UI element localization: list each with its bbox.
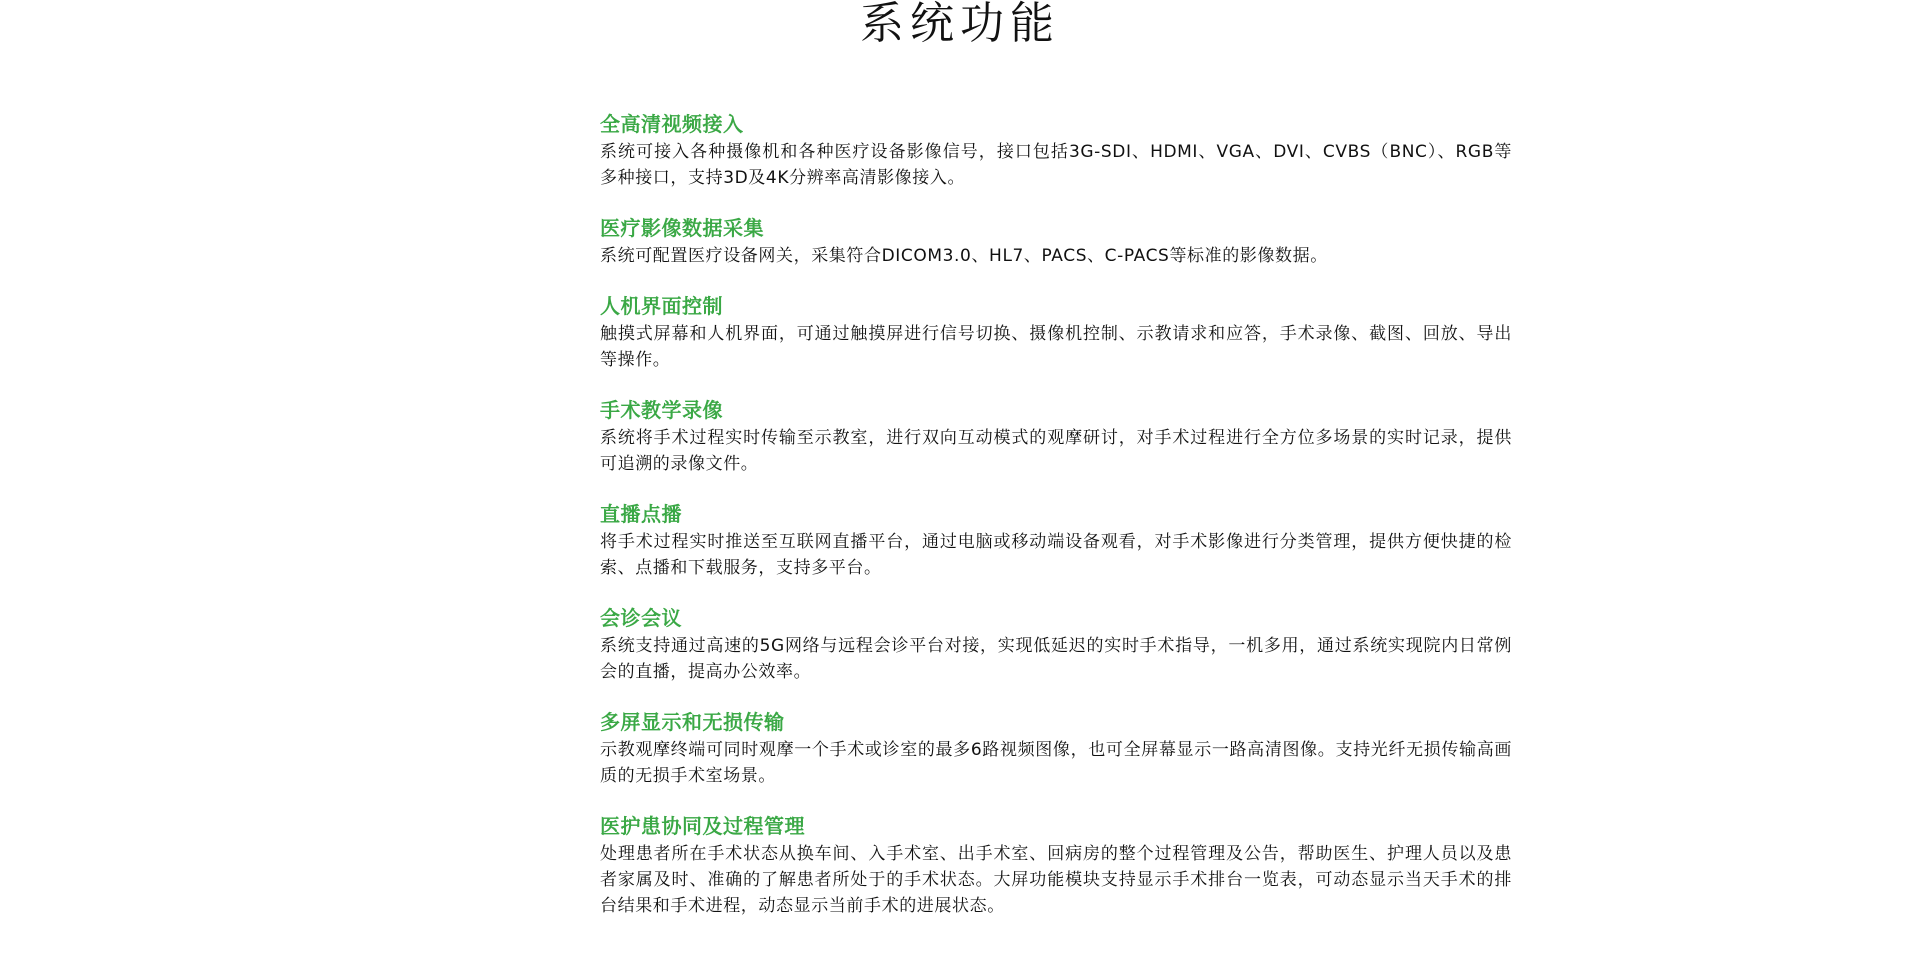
feature-description: 系统支持通过高速的5G网络与远程会诊平台对接，实现低延迟的实时手术指导，一机多用，通过系统实现院内日常例会的直播，提高办公效率。 bbox=[600, 636, 1512, 682]
feature-title: 人机界面控制 bbox=[600, 294, 723, 318]
feature-description: 示教观摩终端可同时观摩一个手术或诊室的最多6路视频图像，也可全屏幕显示一路高清图像。支持光纤无损传输高画质的无损手术室场景。 bbox=[600, 740, 1512, 786]
feature-item-care-coordination bbox=[600, 812, 1512, 919]
feature-item-hd-video-input bbox=[600, 110, 1512, 191]
feature-item-multi-screen-lossless bbox=[600, 708, 1512, 789]
feature-title: 多屏显示和无损传输 bbox=[600, 710, 785, 734]
feature-list bbox=[600, 110, 1512, 942]
feature-item-surgery-teaching-recording bbox=[600, 396, 1512, 477]
feature-title: 全高清视频接入 bbox=[600, 112, 744, 136]
page-title: 系统功能 bbox=[860, 0, 1060, 49]
feature-description: 系统可接入各种摄像机和各种医疗设备影像信号，接口包括3G-SDI、HDMI、VGA、DVI、CVBS（BNC）、RGB等多种接口，支持3D及4K分辨率高清影像接入。 bbox=[600, 142, 1512, 188]
feature-description: 触摸式屏幕和人机界面，可通过触摸屏进行信号切换、摄像机控制、示教请求和应答，手术录像、截图、回放、导出等操作。 bbox=[600, 324, 1512, 370]
feature-description: 将手术过程实时推送至互联网直播平台，通过电脑或移动端设备观看，对手术影像进行分类管理，提供方便快捷的检索、点播和下载服务，支持多平台。 bbox=[600, 532, 1512, 578]
feature-title: 手术教学录像 bbox=[600, 398, 723, 422]
feature-description: 系统将手术过程实时传输至示教室，进行双向互动模式的观摩研讨，对手术过程进行全方位多场景的实时记录，提供可追溯的录像文件。 bbox=[600, 428, 1512, 474]
feature-item-consultation-meeting bbox=[600, 604, 1512, 685]
feature-title: 医护患协同及过程管理 bbox=[600, 814, 805, 838]
feature-item-medical-image-capture bbox=[600, 214, 1512, 269]
feature-title: 医疗影像数据采集 bbox=[600, 216, 764, 240]
feature-item-live-vod bbox=[600, 500, 1512, 581]
feature-description: 系统可配置医疗设备网关，采集符合DICOM3.0、HL7、PACS、C-PACS等标准的影像数据。 bbox=[600, 246, 1328, 266]
feature-title: 会诊会议 bbox=[600, 606, 682, 630]
feature-title: 直播点播 bbox=[600, 502, 682, 526]
feature-description: 处理患者所在手术状态从换车间、入手术室、出手术室、回病房的整个过程管理及公告，帮助医生、护理人员以及患者家属及时、准确的了解患者所处于的手术状态。大屏功能模块支持显示手术排台一览表，可动态显示当天手术的排台结果和手术进程，动态显示当前手术的进展状态。 bbox=[600, 844, 1512, 916]
feature-item-hmi-control bbox=[600, 292, 1512, 373]
